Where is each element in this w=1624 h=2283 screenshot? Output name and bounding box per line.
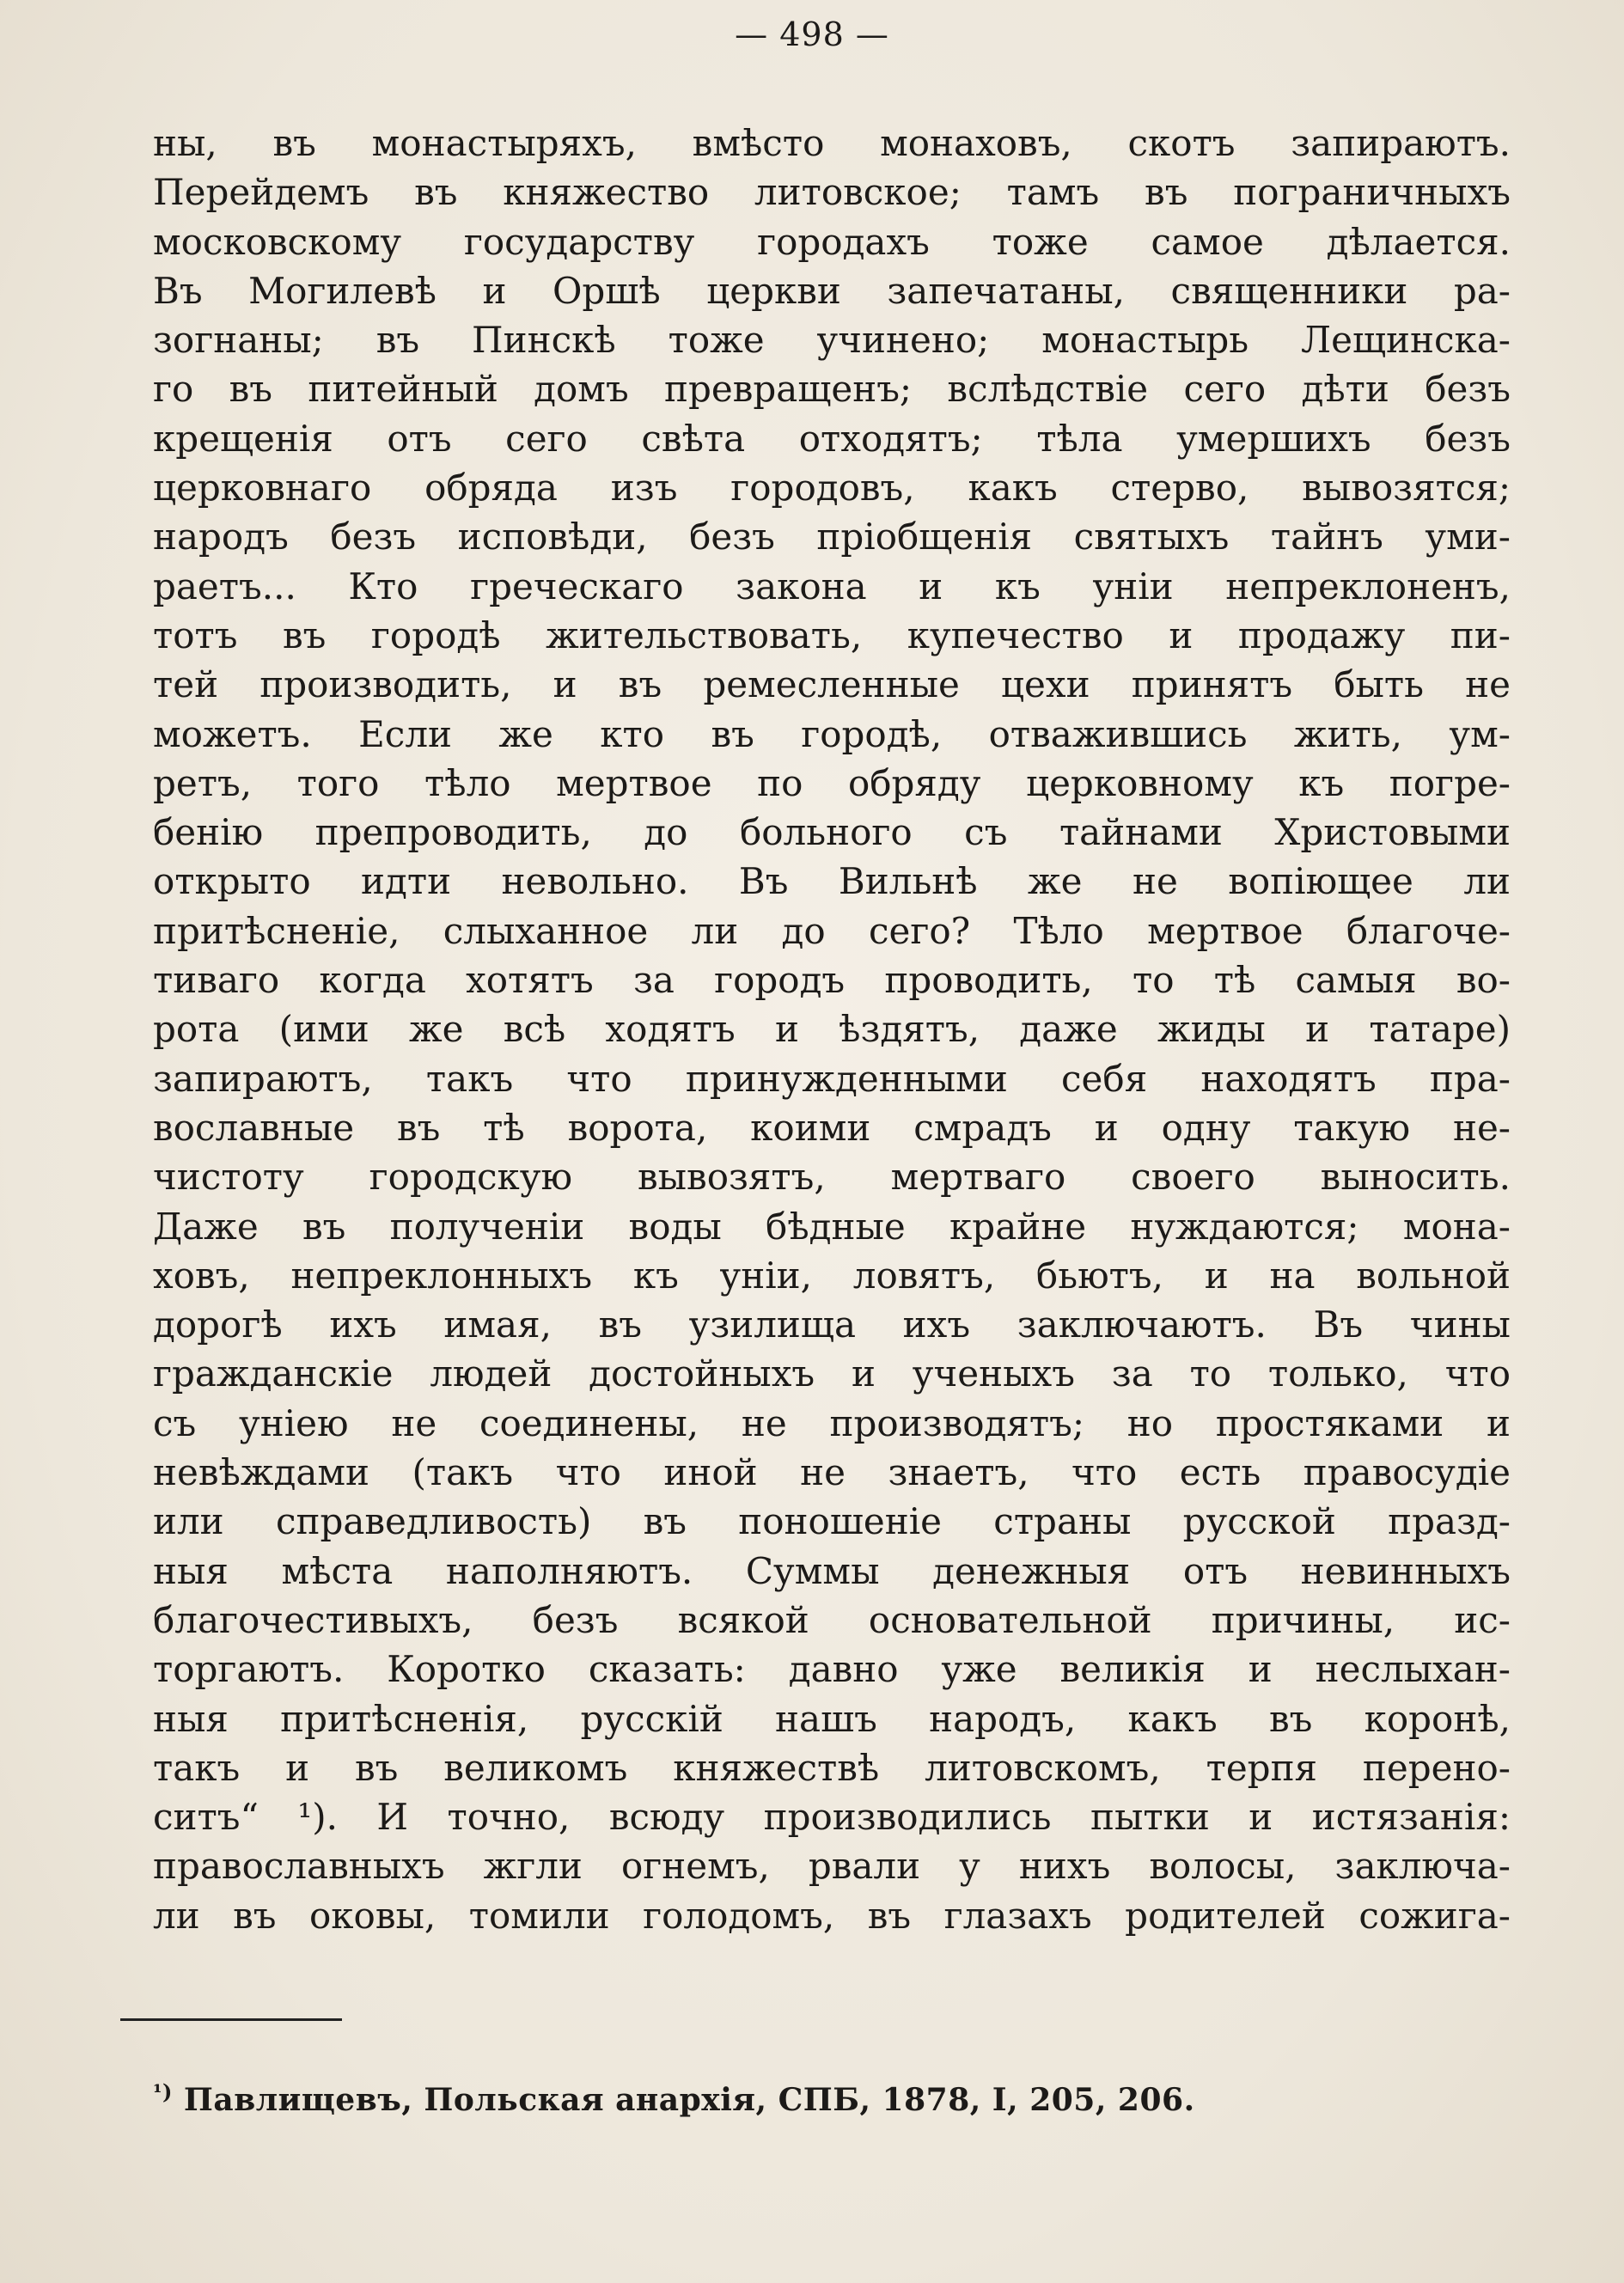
- text-line: притѣсненіе, слыханное ли до сего? Тѣло мертвое благоче-: [153, 909, 1511, 952]
- text-line: ны, въ монастыряхъ, вмѣсто монаховъ, скотъ запираютъ.: [153, 122, 1511, 164]
- text-line: или справедливость) въ поношеніе страны русской празд-: [153, 1500, 1511, 1543]
- text-line: такъ и въ великомъ княжествѣ литовскомъ, терпя перено-: [153, 1746, 1511, 1789]
- text-line: торгаютъ. Коротко сказать: давно уже великія и неслыхан-: [153, 1648, 1511, 1691]
- text-line: Даже въ полученіи воды бѣдные крайне нуждаются; мона-: [153, 1205, 1511, 1248]
- text-line: Въ Могилевѣ и Оршѣ церкви запечатаны, священники ра-: [153, 269, 1511, 312]
- page-number: — 498 —: [735, 15, 889, 53]
- text-line: ховъ, непреклонныхъ къ уніи, ловятъ, бьютъ, и на вольной: [153, 1254, 1511, 1297]
- text-line: можетъ. Если же кто въ городѣ, отважившись жить, ум-: [153, 712, 1511, 755]
- text-line: запираютъ, такъ что принужденными себя находятъ пра-: [153, 1057, 1511, 1100]
- text-line: ретъ, того тѣло мертвое по обряду церковному къ погре-: [153, 761, 1511, 804]
- text-line: народъ безъ исповѣди, безъ пріобщенія святыхъ тайнъ уми-: [153, 516, 1511, 559]
- text-line: вославные въ тѣ ворота, коими смрадъ и одну такую не-: [153, 1106, 1511, 1149]
- text-line: чистоту городскую вывозятъ, мертваго своего выносить.: [153, 1156, 1511, 1199]
- text-line: бенію препроводить, до больного съ тайнами Христовыми: [153, 811, 1511, 854]
- text-line: гражданскіе людей достойныхъ и ученыхъ за то только, что: [153, 1352, 1511, 1395]
- text-line: го въ питейный домъ превращенъ; вслѣдствіе сего дѣти безъ: [153, 368, 1511, 411]
- text-line: ныя притѣсненія, русскій нашъ народъ, какъ въ коронѣ,: [153, 1697, 1511, 1740]
- text-line: съ уніею не соединены, не производятъ; но простяками и: [153, 1401, 1511, 1444]
- text-line: дорогѣ ихъ имая, въ узилища ихъ заключаютъ. Въ чины: [153, 1303, 1511, 1346]
- text-line: ли въ оковы, томили голодомъ, въ глазахъ родителей сожига-: [153, 1894, 1511, 1937]
- footnote-divider: [120, 2018, 342, 2021]
- text-line: зогнаны; въ Пинскѣ тоже учинено; монастырь Лещинска-: [153, 319, 1511, 362]
- text-line: Перейдемъ въ княжество литовское; тамъ въ пограничныхъ: [153, 171, 1511, 214]
- text-line: рота (ими же всѣ ходятъ и ѣздятъ, даже жиды и татаре): [153, 1008, 1511, 1051]
- text-line: ныя мѣста наполняютъ. Суммы денежныя отъ невинныхъ: [153, 1549, 1511, 1592]
- text-line: невѣждами (такъ что иной не знаетъ, что есть правосудіе: [153, 1451, 1511, 1494]
- footnote-marker: ¹): [153, 2079, 173, 2104]
- text-line: открыто идти невольно. Въ Вильнѣ же не вопіющее ли: [153, 860, 1511, 903]
- text-line: ситъ“ ¹). И точно, всюду производились пытки и истязанія:: [153, 1796, 1511, 1839]
- footnote: [153, 2079, 1195, 2118]
- text-line: московскому государству городахъ тоже самое дѣлается.: [153, 220, 1511, 263]
- text-line: благочестивыхъ, безъ всякой основательной причины, ис-: [153, 1598, 1511, 1641]
- text-line: раетъ... Кто греческаго закона и къ уніи непреклоненъ,: [153, 565, 1511, 607]
- text-line: крещенія отъ сего свѣта отходятъ; тѣла умершихъ безъ: [153, 417, 1511, 460]
- main-text: [153, 119, 1511, 1940]
- text-line: тей производить, и въ ремесленные цехи принятъ быть не: [153, 663, 1511, 706]
- text-line: тиваго когда хотятъ за городъ проводить, то тѣ самыя во-: [153, 959, 1511, 1002]
- text-line: православныхъ жгли огнемъ, рвали у нихъ волосы, заключа-: [153, 1845, 1511, 1888]
- footnote-text: Павлищевъ, Польская анархія, СПБ, 1878, I, 205, 206.: [183, 2082, 1195, 2118]
- text-line: тотъ въ городѣ жительствовать, купечество и продажу пи-: [153, 613, 1511, 656]
- text-line: церковнаго обряда изъ городовъ, какъ стерво, вывозятся;: [153, 467, 1511, 510]
